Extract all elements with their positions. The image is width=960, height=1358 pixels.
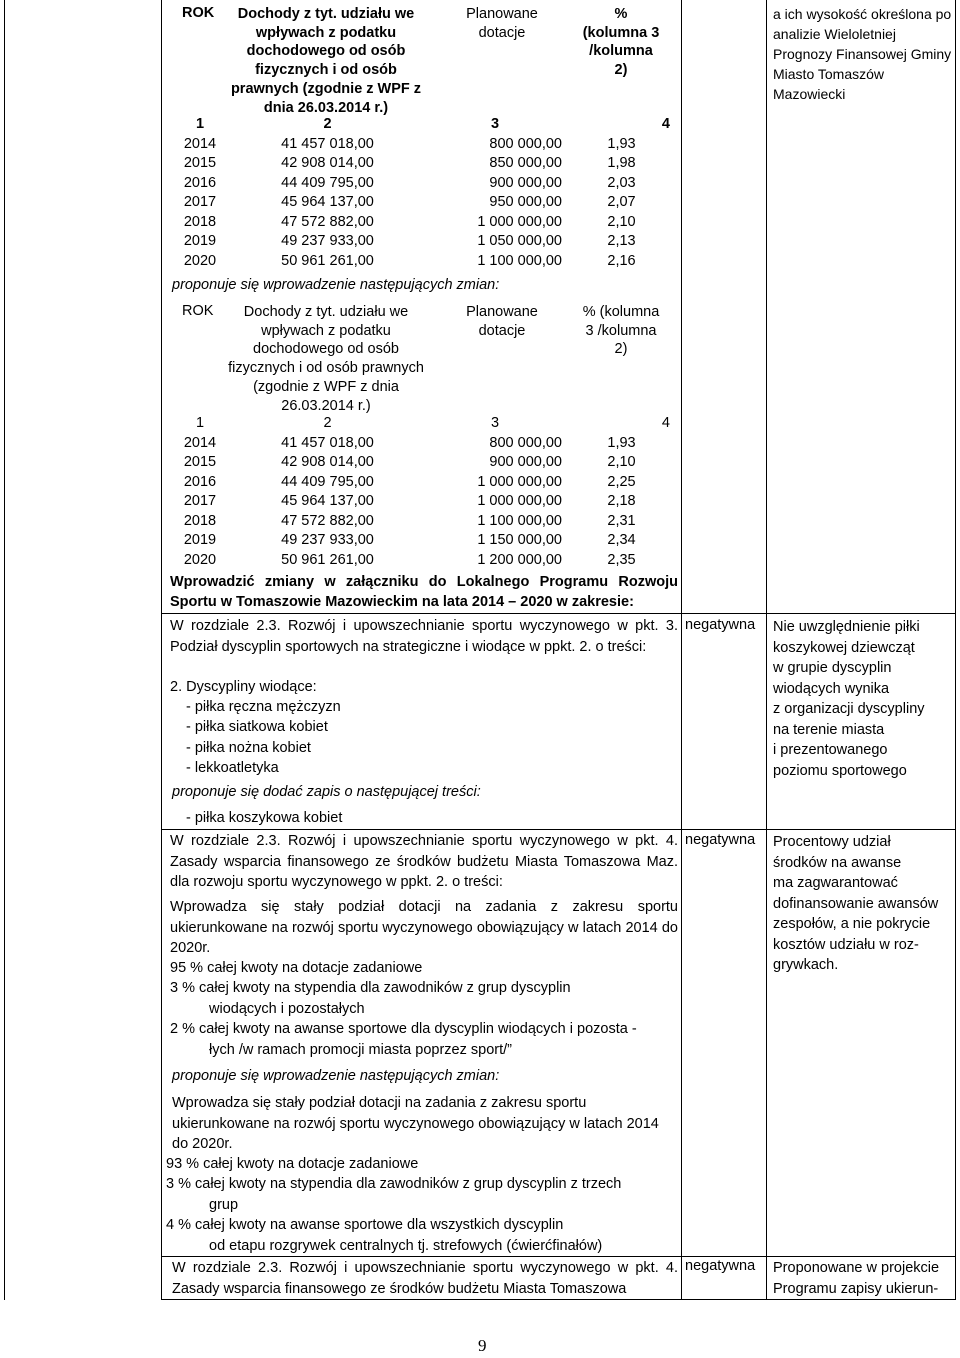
table-row (170, 193, 678, 213)
reason-line: ma zagwarantować (773, 875, 898, 891)
row1-reason (773, 617, 953, 781)
row1-item: - piłka ręczna mężczyzn (186, 699, 341, 715)
cell-income: 42 908 014,00 (281, 155, 374, 171)
cell-year: 2019 (183, 532, 217, 548)
table-left-border (161, 0, 162, 1299)
row2-new-item: grup (209, 1197, 239, 1213)
cell-year: 2018 (183, 512, 217, 529)
row2-old-item: łych /w ramach promocji miasta poprzez sport/” (209, 1042, 512, 1058)
cell-percent: 2,31 (607, 512, 636, 529)
row2-old-text: Wprowadza się stały podział dotacji na zadania z zakresu sportu ukierunkowane na rozwój sportu wyczynowego obowiązujący w latach 2014 do 2020r. (170, 899, 678, 956)
table-bottom-border (161, 1299, 956, 1300)
cell-year: 2018 (183, 213, 217, 230)
cell-planned: 950 000,00 (489, 194, 562, 210)
row2-opinion: negatywna (685, 832, 756, 848)
table-row (170, 252, 678, 272)
cell-planned: 1 000 000,00 (477, 213, 562, 230)
cell-percent: 2,03 (607, 174, 636, 191)
reason-line: Nie uwzględnienie piłki (773, 619, 920, 635)
cell-income: 47 572 882,00 (281, 213, 374, 230)
row2-new-item: od etapu rozgrywek centralnych tj. strefowych (ćwierćfinałów) (209, 1238, 603, 1254)
reason-line: Proponowane w projekcie (773, 1260, 940, 1276)
cell-planned: 900 000,00 (489, 174, 562, 191)
cell-percent: 2,10 (607, 454, 636, 470)
cell-income: 50 961 261,00 (281, 551, 374, 568)
cell-planned: 1 100 000,00 (477, 512, 562, 529)
table1-data (170, 115, 678, 271)
row2-old-item: wiodących i pozostałych (209, 1001, 365, 1017)
cell-income: 49 237 933,00 (281, 233, 374, 249)
t2-header-income: Dochody z tyt. udziału we wpływach z podatku dochodowego od osób fizycznych i od osób prawnych (zgodnie z WPF z dnia 26.03.2014 r.) (228, 304, 424, 414)
t1-header-income: Dochody z tyt. udziału we wpływach z podatku dochodowego od osób fizycznych i od osób prawnych (zgodnie z WPF z dnia 26.03.2014 r.) (230, 6, 422, 116)
cell-year: 2016 (183, 473, 217, 490)
cell-planned: 1 050 000,00 (477, 233, 562, 249)
cell-percent: 2,25 (607, 473, 636, 490)
cell-year: 2014 (183, 434, 217, 451)
table-row (170, 232, 678, 252)
row-divider-1 (161, 613, 956, 614)
cell-planned: 1 200 000,00 (477, 551, 562, 568)
reason-line: zespołów, a nie pokrycie (773, 916, 931, 932)
row3-intro: W rozdziale 2.3. Rozwój i upowszechnianie sportu wyczynowego w pkt. 4. Zasady wsparcia finansowego ze środków budżetu Miasta Tomaszowa (172, 1260, 678, 1297)
cell-planned: 1 100 000,00 (477, 252, 562, 269)
table-row (170, 551, 678, 571)
cell-percent: 2,07 (607, 194, 636, 210)
cell-percent: 2,13 (607, 233, 636, 249)
cell-year: 2017 (183, 493, 217, 509)
cell-income: 42 908 014,00 (281, 454, 374, 470)
row2-intro: W rozdziale 2.3. Rozwój i upowszechnianie sportu wyczynowego w pkt. 4. Zasady wsparcia finansowego ze środków budżetu Miasta Tomaszowa Maz. dla rozwoju sportu wyczynowego w ppkt. 2. o treści: (170, 833, 678, 890)
reason-line: wiodących wynika (773, 680, 890, 697)
t1-num: 3 (490, 116, 500, 132)
reason-line: koszykowej dziewcząt (773, 639, 915, 656)
reason-line: z organizacji dyscypliny (773, 701, 925, 717)
reason-line: grywkach. (773, 957, 839, 973)
cell-percent: 2,34 (607, 532, 636, 548)
page-number: 9 (478, 1336, 487, 1355)
cell-percent: 2,16 (607, 252, 636, 269)
reason-line: Procentowy udział (773, 834, 891, 850)
cell-year: 2019 (183, 233, 217, 249)
reason-line: dofinansowanie awansów (773, 895, 939, 912)
row2-old-item: 2 % całej kwoty na awanse sportowe dla dyscyplin wiodących i pozosta - (170, 1021, 637, 1037)
cell-income: 41 457 018,00 (281, 135, 374, 152)
reason-line: środków na awanse (773, 854, 902, 871)
table-row (170, 135, 678, 155)
row-divider-2 (161, 829, 956, 830)
column-divider-reason (766, 0, 767, 1299)
row2-new-item: 4 % całej kwoty na awanse sportowe dla wszystkich dyscyplin (166, 1217, 564, 1233)
t1-header-percent: % (kolumna 3 /kolumna 2) (582, 6, 660, 79)
cell-planned: 1 150 000,00 (477, 532, 562, 548)
table-row (170, 492, 678, 512)
table-row (170, 453, 678, 473)
cell-percent: 2,35 (607, 551, 636, 568)
cell-income: 44 409 795,00 (281, 174, 374, 191)
cell-year: 2020 (183, 551, 217, 568)
table-row (170, 512, 678, 532)
row1-item: - lekkoatletyka (186, 760, 279, 776)
cell-income: 45 964 137,00 (281, 194, 374, 210)
t2-num: 4 (661, 415, 670, 431)
row1-intro: W rozdziale 2.3. Rozwój i upowszechnianie sportu wyczynowego w pkt. 3. Podział dyscyplin sportowych na strategiczne i wiodące w ppkt. 2. o treści: (170, 618, 678, 655)
cell-income: 45 964 137,00 (281, 493, 374, 509)
table2-data (170, 414, 678, 570)
cell-year: 2016 (183, 174, 217, 191)
row1-proposal: proponuje się dodać zapis o następującej treści: (172, 784, 481, 800)
t2-num-row (170, 414, 678, 434)
reason-line: kosztów udziału w roz- (773, 936, 919, 953)
t1-num: 4 (661, 116, 670, 132)
table-row (170, 154, 678, 174)
cell-percent: 2,18 (607, 493, 636, 509)
t2-num: 2 (323, 415, 332, 431)
cell-planned: 900 000,00 (489, 454, 562, 470)
row1-item: - piłka siatkowa kobiet (186, 719, 328, 735)
cell-percent: 2,10 (607, 213, 636, 230)
cell-year: 2020 (183, 252, 217, 269)
cell-income: 50 961 261,00 (281, 252, 374, 269)
t2-num: 3 (490, 415, 500, 431)
reason-line: w grupie dyscyplin (773, 660, 892, 676)
cell-planned: 800 000,00 (489, 135, 562, 152)
cell-planned: 1 000 000,00 (477, 493, 562, 509)
reason-line: na terenie miasta (773, 721, 885, 738)
t1-header-rok: ROK (182, 5, 215, 21)
left-margin-line (4, 0, 5, 1300)
row2-proposal: proponuje się wprowadzenie następujących zmian: (172, 1068, 500, 1084)
row1-list-title: 2. Dyscypliny wiodące: (170, 679, 317, 695)
t2-header-percent: % (kolumna 3 /kolumna 2) (582, 304, 660, 358)
row2-old-item: 3 % całej kwoty na stypendia dla zawodników z grup dyscyplin (170, 980, 571, 996)
row2-reason (773, 832, 953, 976)
cell-year: 2014 (183, 135, 217, 152)
proposal-text-1: proponuje się wprowadzenie następujących zmian: (172, 277, 500, 293)
cell-percent: 1,98 (607, 155, 636, 171)
reason-line: poziomu sportowego (773, 762, 907, 779)
cell-year: 2015 (183, 454, 217, 470)
column-divider-opinion (681, 0, 682, 1299)
section-heading: Wprowadzić zmiany w załączniku do Lokalnego Programu Rozwoju Sportu w Tomaszowie Mazowieckim na lata 2014 – 2020 w zakresie: (170, 574, 678, 610)
cell-income: 44 409 795,00 (281, 473, 374, 490)
top-right-note: a ich wysokość określona po analizie Wieloletniej Prognozy Finansowej Gminy Miasto Tomaszów Mazowiecki (773, 6, 952, 102)
table-row (170, 531, 678, 551)
reason-line: Programu zapisy ukierun- (773, 1280, 939, 1297)
row1-added-item: - piłka koszykowa kobiet (186, 810, 343, 826)
reason-line: i prezentowanego (773, 742, 888, 758)
row1-opinion: negatywna (685, 617, 756, 633)
cell-year: 2017 (183, 194, 217, 210)
table-row (170, 174, 678, 194)
t1-num: 1 (195, 116, 205, 132)
row2-old-item: 95 % całej kwoty na dotacje zadaniowe (170, 960, 423, 976)
cell-percent: 1,93 (607, 434, 636, 451)
t1-num-row (170, 115, 678, 135)
cell-planned: 800 000,00 (489, 434, 562, 451)
t1-num: 2 (323, 116, 332, 132)
table-row (170, 213, 678, 233)
t2-header-rok: ROK (182, 303, 214, 319)
cell-year: 2015 (183, 155, 217, 171)
row2-new-text: Wprowadza się stały podział dotacji na zadania z zakresu sportu ukierunkowane na rozwój sportu wyczynowego obowiązujący w latach 2014 do 2020r. (172, 1095, 659, 1152)
cell-income: 41 457 018,00 (281, 434, 374, 451)
cell-income: 49 237 933,00 (281, 532, 374, 548)
cell-planned: 1 000 000,00 (477, 473, 562, 490)
row2-new-item: 3 % całej kwoty na stypendia dla zawodników z grup dyscyplin z trzech (166, 1176, 622, 1192)
row3-reason (773, 1258, 953, 1299)
row3-opinion: negatywna (685, 1258, 756, 1274)
t2-num: 1 (195, 415, 205, 431)
t1-header-planned: Planowane dotacje (466, 6, 538, 41)
t2-header-planned: Planowane dotacje (466, 304, 538, 339)
table-row (170, 434, 678, 454)
row2-new-item: 93 % całej kwoty na dotacje zadaniowe (166, 1156, 419, 1172)
cell-planned: 850 000,00 (489, 155, 562, 171)
row1-item: - piłka nożna kobiet (186, 740, 311, 756)
table-row (170, 473, 678, 493)
table-right-border (955, 0, 956, 1299)
cell-percent: 1,93 (607, 135, 636, 152)
cell-income: 47 572 882,00 (281, 512, 374, 529)
